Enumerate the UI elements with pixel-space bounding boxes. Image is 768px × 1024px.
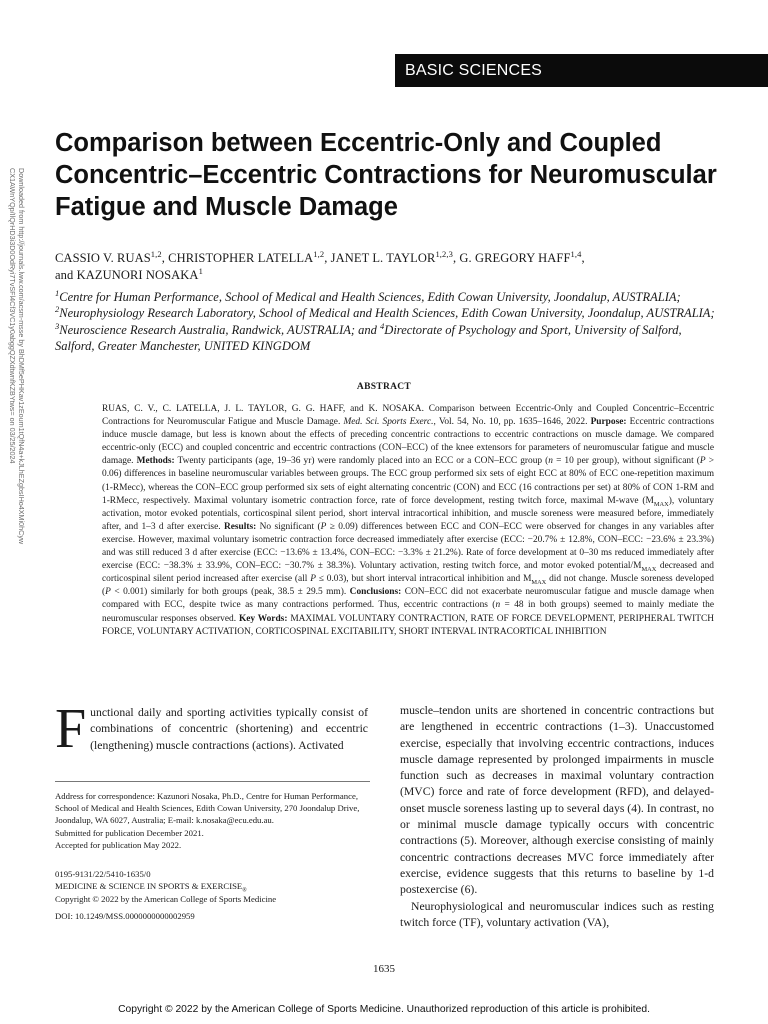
results-text-b: ≥ 0.09) differences between ECC and CON–ECC were observed for changes in any variables after exercise. However, maximal voluntary isometric contraction force decreased immediately after exercise (ECC: −20.7% ± 12.8%, CON–ECC: −23.6% ± 23.3%) and was still reduced 3 d after exercise (ECC: −13.6% ± 13.4%, CON–ECC: −3.3% ± 21.2%). Rate of force development at 0–30 ms reduced immediately after exercise (ECC: −38.3% ± 33.9%, CON–ECC: −30.7% ± 38.3%). Voluntary activation, resting twitch force, and motor evoked potential/M — [102, 521, 714, 572]
intro-paragraph-2: Neurophysiological and neuromuscular indices such as resting twitch force (TF), voluntary activation (VA), — [400, 899, 714, 929]
abstract-journal: Med. Sci. Sports Exerc. — [343, 417, 434, 428]
copyright-footer: Copyright © 2022 by the American College of Sports Medicine. Unauthorized reproduction of this article is prohibited. — [118, 1004, 650, 1015]
purpose-text: Eccentric contractions induce muscle damage, but less is known about the effects of preceding concentric contractions to eccentric contractions on muscle damage. We compared eccentric-only (ECC) and coupled concentric and eccentric contractions (CON–ECC) of the knee extensors for parameters of neuromuscular fatigue and muscle damage. — [102, 417, 715, 467]
author-list — [55, 250, 715, 284]
affil-3: Neuroscience Research Australia, Randwick, AUSTRALIA; and — [59, 322, 377, 337]
results-p-3: P — [105, 587, 111, 598]
author-latella-affil: 1,2 — [313, 248, 325, 259]
author-haff-affil: 1,4 — [570, 248, 582, 259]
author-separator: , — [581, 251, 585, 265]
methods-max: MAX — [653, 500, 669, 508]
drop-cap: F — [55, 698, 87, 760]
methods-label: Methods: — [136, 456, 175, 467]
conclusions-text-a: CON–ECC did not exacerbate neuromuscular fatigue and muscle damage when compared with ECC, despite twice as many contractions performed. Thus, eccentric contractions ( — [102, 587, 715, 611]
author-ruas: CASSIO V. RUAS — [55, 251, 151, 265]
methods-text-b: = 10 per group), without significant ( — [552, 456, 700, 467]
author-taylor: , JANET L. TAYLOR — [324, 251, 436, 265]
results-p-2: P — [310, 574, 316, 585]
download-watermark-text: Downloaded from http://journals.lww.com/acsm-msse by BhDMf5ePHKav1zEoum1tQfN4a+kJLhEZgbsIHo4XMi0hCyw CX1AWnYQp/IlQrHD3i3D0OdRyi7TvSFl4Cf3VC1y0abggQZXdtwnfKZBYtws= on 03/25/2024 — [8, 168, 26, 545]
methods-text-d: ), voluntary activation, motor evoked potentials, corticospinal silent period, short interval intracortical inhibition, and muscle soreness were measured before, immediately after, and 1–3 d after exercise. — [102, 495, 714, 532]
abstract-citation: RUAS, C. V., C. LATELLA, J. L. TAYLOR, G. G. HAFF, and K. NOSAKA. Comparison between Eccentric-Only and Coupled Concentric–Eccentric Contractions for Neuromuscular Fatigue and Muscle Damage. — [102, 404, 714, 428]
abstract-heading: ABSTRACT — [356, 382, 412, 392]
doi-link[interactable]: DOI: 10.1249/MSS.0000000000002959 — [55, 910, 195, 921]
affil-3-mark: 3 — [55, 320, 60, 331]
page-number: 1635 — [373, 963, 395, 975]
publication-meta — [55, 868, 370, 922]
article-title: Comparison between Eccentric-Only and Coupled Concentric–Eccentric Contractions for Neuromuscular Fatigue and Muscle Damage — [55, 129, 717, 221]
intro-text-left: unctional daily and sporting activities typically consist of combinations of concentric (shortening) and eccentric (lengthening) muscle contractions (actions). Activated — [90, 706, 368, 752]
methods-text-a: Twenty participants (age, 19–36 yr) were randomly placed into an ECC or a CON–ECC group ( — [177, 456, 549, 467]
body-right-column — [400, 703, 714, 931]
results-max-2: MAX — [531, 579, 547, 587]
keywords-text: MAXIMAL VOLUNTARY CONTRACTION, RATE OF FORCE DEVELOPMENT, PERIPHERAL TWITCH FORCE, VOLUNTARY ACTIVATION, CORTICOSPINAL EXCITABILITY, SHORT INTERVAL INTRACORTICAL INHIBITION — [102, 613, 714, 637]
issn-code: 0195-9131/22/5410-1635/0 — [55, 869, 151, 879]
keywords-label: Key Words: — [238, 613, 288, 624]
conclusions-text-b: = 48 in both groups) seemed to mainly mediate the neuromuscular responses observed. — [102, 600, 714, 624]
results-label: Results: — [223, 521, 257, 532]
results-max-1: MAX — [641, 566, 657, 573]
download-watermark — [6, 168, 26, 578]
purpose-label: Purpose: — [590, 417, 627, 428]
affil-2-mark: 2 — [55, 304, 60, 315]
author-haff: , G. GREGORY HAFF — [452, 251, 571, 265]
conclusions-n: n — [495, 600, 501, 611]
author-taylor-affil: 1,2,3 — [435, 248, 453, 259]
journal-name: MEDICINE & SCIENCE IN SPORTS & EXERCISE — [55, 881, 243, 892]
body-left-column — [55, 698, 368, 760]
author-ruas-affil: 1,2 — [150, 248, 162, 259]
affil-1-mark: 1 — [55, 287, 60, 298]
results-text-d: ≤ 0.03), but short interval intracortical inhibition and M — [315, 574, 532, 585]
affiliations — [55, 289, 715, 354]
affil-2: Neurophysiology Research Laboratory, School of Medical and Health Sciences, Edith Cowan University, Joondalup, AUSTRALIA; — [59, 306, 715, 321]
submitted-date: Submitted for publication December 2021. — [55, 827, 204, 838]
accepted-date: Accepted for publication May 2022. — [55, 839, 182, 850]
intro-paragraph-1: muscle–tendon units are shortened in concentric contractions but are lengthened in eccentric contractions (1–3). Unaccustomed exercise, especially that involving eccentric contractions, induces muscle damage represented by prolonged impairments in muscle function such as decreases in maximal voluntary contraction (MVC) force and rate of force development (RFD), and delayed-onset muscle soreness lasting up to several days (4). In contrast, no or minimal muscle damage typically occurs with concentric contractions (5). Moreover, although exercise consisting of mainly concentric contractions decreases MVC force immediately after exercise, evidence suggests that this returns to baseline by 1-d postexercise (6). — [400, 704, 714, 897]
conclusions-label: Conclusions: — [349, 587, 402, 598]
results-text-f: < 0.001) similarly for both groups (peak, 38.5 ± 29.5 mm). — [110, 587, 347, 598]
abstract-citation-tail: , Vol. 54, No. 10, pp. 1635–1646, 2022. — [433, 417, 588, 428]
author-latella: , CHRISTOPHER LATELLA — [161, 251, 314, 265]
copyright-line: Copyright © 2022 by the American College of Sports Medicine — [55, 893, 277, 904]
correspondence-address: Address for correspondence: Kazunori Nosaka, Ph.D., Centre for Human Performance, School of Medical and Health Sciences, Edith Cowan University, 270 Joondalup Drive, Joondalup, WA 6027, Australia; E-mail: k.nosaka@ecu.edu.au. — [55, 791, 360, 826]
results-text-e: did not change. Muscle soreness developed ( — [102, 574, 714, 598]
abstract-body — [102, 403, 714, 639]
affil-1: Centre for Human Performance, School of Medical and Health Sciences, Edith Cowan University, Joondalup, AUSTRALIA; — [59, 290, 681, 304]
results-text-a: No significant ( — [259, 521, 321, 532]
affil-4: Directorate of Psychology and Sport, University of Salford, Salford, Greater Manchester, UNITED KINGDOM — [55, 322, 682, 353]
methods-p: P — [699, 456, 706, 467]
author-nosaka-affil: 1 — [198, 265, 203, 276]
author-nosaka: and KAZUNORI NOSAKA — [55, 268, 199, 282]
correspondence-block — [55, 781, 370, 851]
registered-mark: ® — [242, 888, 247, 895]
results-p: P — [320, 521, 327, 532]
methods-n: n — [548, 456, 553, 467]
methods-text-c: > 0.06) differences in baseline neuromuscular variables between groups. The ECC group performed six sets of eight ECC at 80% of ECC one-repetition maximum (1-RMecc), whereas the CON–ECC group performed six sets of eight alternating concentric (CON) and ECC (16 contractions per set) at 80% of CON 1-RM and 1-RMecc, respectively. Maximal voluntary isometric contraction force, rate of force development, resting twitch force, maximal M-wave (M — [102, 456, 714, 506]
section-banner: BASIC SCIENCES — [395, 54, 768, 87]
results-text-c: decreased and corticospinal silent period increased after exercise (all — [102, 561, 714, 585]
affil-4-mark: 4 — [380, 320, 385, 331]
